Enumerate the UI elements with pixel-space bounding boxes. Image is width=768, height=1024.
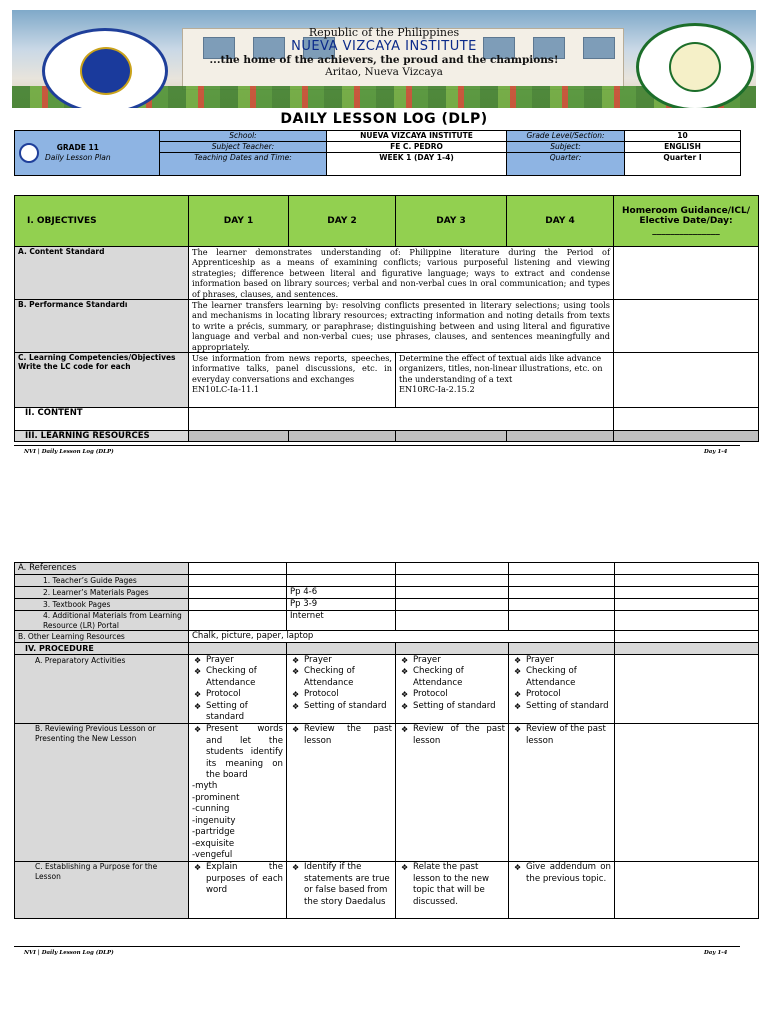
quarter-label: Quarter:: [507, 153, 625, 176]
address-line: Aritao, Nueva Vizcaya: [325, 66, 443, 78]
homeroom-cell: [614, 408, 759, 431]
purpose-day3: [396, 862, 509, 919]
competency-b-code: EN10RC-Ia-2.15.2: [399, 384, 475, 395]
vocab-word: -cunning: [192, 804, 230, 815]
tg-pages-label: 1. Teacher’s Guide Pages: [15, 575, 189, 587]
prep-item: ❖ Protocol: [512, 689, 611, 700]
subject-value: ENGLISH: [625, 142, 741, 153]
content-standard-label: A. Content Standard: [15, 247, 189, 300]
resources-day3: [396, 431, 507, 442]
content-value: [189, 408, 614, 431]
homeroom-header: [614, 196, 759, 247]
prep-item: ❖ Checking of Attendance: [192, 666, 283, 689]
dates-value: WEEK 1 (DAY 1-4): [327, 153, 507, 176]
grade-cell: [15, 131, 160, 176]
review-day3: [396, 724, 509, 862]
prep-item: ❖ Setting of standard: [290, 701, 392, 712]
prep-day2: [287, 655, 396, 724]
grade-level-label: Grade Level/Section:: [507, 131, 625, 142]
purpose-day1-item: ❖ Explain the purposes of each word: [192, 862, 283, 896]
performance-standard-label: B. Performance Standardı: [15, 300, 189, 353]
homeroom-label: Homeroom Guidance/ICL/ Elective Date/Day:: [621, 206, 751, 226]
institute-name: NUEVA VIZCAYA INSTITUTE: [291, 39, 477, 54]
prep-item: ❖ Setting of standard: [399, 701, 505, 712]
content-label: II. CONTENT: [15, 408, 189, 431]
prep-item: ❖ Checking of Attendance: [512, 666, 611, 689]
prep-item: ❖ Checking of Attendance: [399, 666, 505, 689]
homeroom-cell: [614, 247, 759, 300]
footer-doc-title: Daily Lesson Log (DLP): [41, 950, 114, 956]
teacher-value: FE C. PEDRO: [327, 142, 507, 153]
republic-line: Republic of the Philippines: [308, 26, 460, 39]
purpose-day3-item: ❖ Relate the past lesson to the new topic that will be discussed.: [399, 862, 505, 908]
vocab-word: -prominent: [192, 792, 240, 803]
prep-item: ❖ Protocol: [192, 689, 283, 700]
review-day4: [509, 724, 615, 862]
plan-label: Daily Lesson Plan: [45, 153, 111, 162]
teacher-label: Subject Teacher:: [160, 142, 327, 153]
lm-pages-label: 2. Learner’s Materials Pages: [15, 587, 189, 599]
document-title: DAILY LESSON LOG (DLP): [280, 111, 488, 127]
review-day2-item: ❖ Review the past lesson: [290, 724, 392, 747]
learning-resources-label: III. LEARNING RESOURCES: [15, 431, 189, 442]
resources-day1: [189, 431, 289, 442]
textbook-pages-label: 3. Textbook Pages: [15, 599, 189, 611]
review-day4-item: ❖ Review of the past lesson: [512, 724, 611, 747]
purpose-label: C. Establishing a Purpose for the Lesson: [15, 862, 189, 919]
objectives-table: [14, 195, 759, 442]
vocab-word: -exquisite: [192, 838, 235, 849]
footer-org: NVI |: [24, 950, 40, 956]
references-label: A. References: [15, 563, 189, 575]
school-value: NUEVA VIZCAYA INSTITUTE: [327, 131, 507, 142]
nvi-seal-logo: [636, 23, 754, 108]
competency-day1-2: [189, 353, 396, 408]
vocab-word: -partridge: [192, 827, 235, 838]
competency-a-code: EN10LC-Ia-11.1: [192, 384, 260, 395]
preparatory-label: A. Preparatory Activities: [15, 655, 189, 724]
vocab-word: -vengeful: [192, 849, 233, 860]
day3-header: DAY 3: [396, 196, 507, 247]
competency-a-text: Use information from news reports, speeches, informative talks, panel discussions, etc. in everyday conversations and exchanges: [192, 353, 392, 384]
procedure-label: IV. PROCEDURE: [15, 643, 189, 655]
other-resources-label: B. Other Learning Resources: [15, 631, 189, 643]
prep-day3: [396, 655, 509, 724]
school-label: School:: [160, 131, 327, 142]
resources-day2: [289, 431, 396, 442]
purpose-day2-item: ❖ Identify if the statements are true or false based from the story Daedalus: [290, 862, 392, 908]
content-standard-text: The learner demonstrates understanding of: Philippine literature during the Period of Apprenticeship as a means of examining conflicts; various purposeful listening and viewing strategies; difference between literal and figurative language; ways to extract and condense information based on library sources; verbal and non-verbal cues in oral communication; and types of phrases, clauses, and sentences.: [189, 247, 614, 300]
purpose-day1: [189, 862, 287, 919]
grade-level-value: 10: [625, 131, 741, 142]
day1-header: DAY 1: [189, 196, 289, 247]
prep-item: ❖ Protocol: [290, 689, 392, 700]
deped-seal-logo: [42, 28, 168, 108]
footer-org: NVI |: [24, 449, 40, 455]
prep-item: ❖ Setting of standard: [512, 701, 611, 712]
homeroom-line: _______________: [652, 226, 720, 236]
resources-homeroom: [614, 431, 759, 442]
footer-right-2: Day 1-4: [704, 950, 728, 956]
purpose-day4: [509, 862, 615, 919]
prep-item: ❖ Prayer: [512, 655, 611, 666]
prep-item: ❖ Prayer: [290, 655, 392, 666]
review-day1: [189, 724, 287, 862]
competencies-label: C. Learning Competencies/Objectives Write the LC code for each: [15, 353, 189, 408]
review-day1-item: ❖ Present words and let the students identify its meaning on the board: [192, 724, 283, 781]
footer-rule: [14, 445, 740, 446]
homeroom-cell: [614, 353, 759, 408]
footer-left-2: [24, 950, 114, 956]
day4-header: DAY 4: [507, 196, 614, 247]
info-table: [14, 130, 741, 176]
grade-label: GRADE 11: [56, 143, 99, 152]
other-resources-value: Chalk, picture, paper, laptop: [189, 631, 615, 643]
homeroom-cell: [614, 300, 759, 353]
procedure-table: [14, 562, 759, 919]
purpose-day2: [287, 862, 396, 919]
motto-line: ...the home of the achievers, the proud and the champions!: [209, 54, 559, 66]
deped-small-logo: [19, 143, 39, 163]
quarter-value: Quarter I: [625, 153, 741, 176]
subject-label: Subject:: [507, 142, 625, 153]
lm-pages-value: Pp 4-6: [287, 587, 396, 599]
additional-materials-label: 4. Additional Materials from Learning Resource (LR) Portal: [15, 611, 189, 631]
resources-day4: [507, 431, 614, 442]
prep-day4: [509, 655, 615, 724]
footer-right: Day 1-4: [704, 449, 728, 455]
footer-rule-2: [14, 946, 740, 947]
objectives-header: I. OBJECTIVES: [15, 196, 189, 247]
dates-label: Teaching Dates and Time:: [160, 153, 327, 176]
footer-doc-title: Daily Lesson Log (DLP): [41, 449, 114, 455]
footer-left: [24, 449, 114, 455]
review-label: B. Reviewing Previous Lesson or Presenting the New Lesson: [15, 724, 189, 862]
vocab-word: -ingenuity: [192, 815, 236, 826]
prep-item: ❖ Prayer: [192, 655, 283, 666]
review-day3-item: ❖ Review of the past lesson: [399, 724, 505, 747]
prep-item: ❖ Protocol: [399, 689, 505, 700]
prep-day1: [189, 655, 287, 724]
day2-header: DAY 2: [289, 196, 396, 247]
prep-item: ❖ Setting of standard: [192, 701, 283, 724]
school-banner: [12, 10, 756, 108]
textbook-pages-value: Pp 3-9: [287, 599, 396, 611]
competency-day3-4: [396, 353, 614, 408]
additional-materials-value: Internet: [287, 611, 396, 631]
purpose-day4-item: ❖ Give addendum on the previous topic.: [512, 862, 611, 885]
performance-standard-text: The learner transfers learning by: resolving conflicts presented in literary selections; using tools and mechanisms in locating library resources; extracting information and noting details from texts to write a précis, summary, or paraphrase; distinguishing between and using literal and figurative language and verbal and non-verbal cues; use phrases, clauses, and sentences meaningfully and appropriately.: [189, 300, 614, 353]
review-day2: [287, 724, 396, 862]
prep-item: ❖ Prayer: [399, 655, 505, 666]
competency-b-text: Determine the effect of textual aids like advance organizers, titles, non-linear illustrations, etc. on the understanding of a text: [399, 353, 603, 384]
vocab-word: -myth: [192, 781, 218, 792]
prep-item: ❖ Checking of Attendance: [290, 666, 392, 689]
